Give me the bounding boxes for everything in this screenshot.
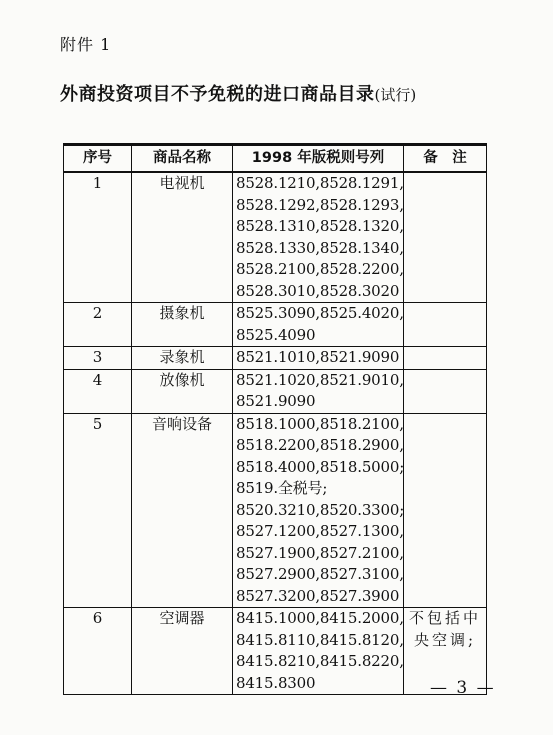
row-name: 放像机 xyxy=(132,369,233,413)
row-note xyxy=(404,369,487,413)
page-number: — 3 — xyxy=(430,678,496,698)
row-note xyxy=(404,303,487,347)
table-row xyxy=(64,303,487,347)
row-codes xyxy=(233,303,404,347)
code-line: 8528.2100,8528.2200, xyxy=(236,260,404,278)
row-seq: 2 xyxy=(64,303,132,347)
code-line: 8528.1310,8528.1320, xyxy=(236,217,404,235)
header-seq: 序号 xyxy=(64,145,132,173)
row-codes xyxy=(233,172,404,303)
code-line: 8521.1010,8521.9090 xyxy=(236,348,400,366)
row-codes xyxy=(233,369,404,413)
code-line: 8415.8110,8415.8120, xyxy=(236,630,404,649)
header-name: 商品名称 xyxy=(132,145,233,173)
table-row xyxy=(64,608,487,695)
code-line: 8520.3210,8520.3300; xyxy=(236,500,405,519)
row-name: 空调器 xyxy=(132,608,233,695)
row-note xyxy=(404,347,487,370)
code-line: 8527.1200,8527.1300, xyxy=(236,522,404,540)
header-note: 备 注 xyxy=(404,145,487,173)
row-name: 录象机 xyxy=(132,347,233,370)
row-codes xyxy=(233,413,404,608)
code-line: 8525.3090,8525.4020, xyxy=(236,304,404,322)
row-codes xyxy=(233,608,404,695)
code-line: 8415.8300 xyxy=(236,673,316,692)
row-name: 音响设备 xyxy=(132,413,233,608)
row-note xyxy=(404,413,487,608)
row-note: 不包括中央空调; xyxy=(404,608,487,695)
attachment-label: 附件 1 xyxy=(60,35,112,54)
table-row xyxy=(64,369,487,413)
table-row xyxy=(64,172,487,303)
row-seq: 5 xyxy=(64,413,132,608)
row-codes xyxy=(233,347,404,370)
code-line: 8525.4090 xyxy=(236,325,316,344)
row-seq: 3 xyxy=(64,347,132,370)
row-seq: 1 xyxy=(64,172,132,303)
code-line: 8521.1020,8521.9010, xyxy=(236,370,404,389)
document-title xyxy=(60,80,416,106)
row-note xyxy=(404,172,487,303)
table-row xyxy=(64,347,487,370)
code-line: 8527.2900,8527.3100, xyxy=(236,565,404,583)
code-line: 8528.1292,8528.1293, xyxy=(236,195,404,214)
row-name: 摄象机 xyxy=(132,303,233,347)
code-line: 8527.1900,8527.2100, xyxy=(236,543,404,562)
header-codes: 1998 年版税则号列 xyxy=(233,145,404,173)
code-line: 8415.1000,8415.2000, xyxy=(236,609,404,627)
code-line: 8521.9090 xyxy=(236,392,316,410)
row-seq: 6 xyxy=(64,608,132,695)
code-line: 8519.全税号; xyxy=(236,479,328,497)
row-seq: 4 xyxy=(64,369,132,413)
code-line: 8518.2200,8518.2900, xyxy=(236,436,404,454)
catalog-table xyxy=(63,143,487,695)
code-line: 8518.1000,8518.2100, xyxy=(236,414,404,433)
code-line: 8518.4000,8518.5000; xyxy=(236,457,405,476)
title-main: 外商投资项目不予免税的进口商品目录 xyxy=(60,84,375,105)
code-line: 8528.3010,8528.3020 xyxy=(236,281,400,300)
title-sub: (试行) xyxy=(374,86,417,104)
code-line: 8528.1330,8528.1340, xyxy=(236,238,404,257)
code-line: 8528.1210,8528.1291, xyxy=(236,174,404,192)
code-line: 8415.8210,8415.8220, xyxy=(236,652,404,670)
table-row xyxy=(64,413,487,608)
row-name: 电视机 xyxy=(132,172,233,303)
table-header-row xyxy=(64,145,487,173)
code-line: 8527.3200,8527.3900 xyxy=(236,586,400,605)
